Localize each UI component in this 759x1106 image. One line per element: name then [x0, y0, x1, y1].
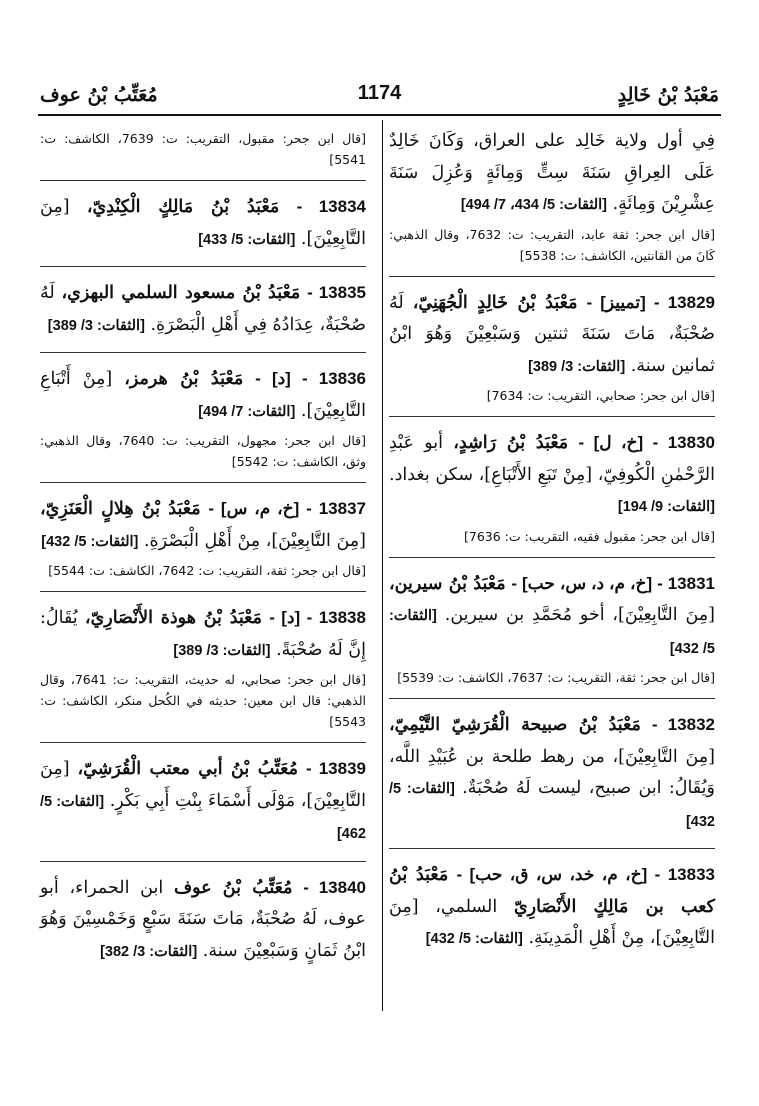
source-reference: [الثقات: 3/ 382] [100, 943, 198, 960]
biography-entry [389, 287, 715, 407]
biography-entry [389, 427, 715, 547]
source-reference: [الثقات: 5/ 462] [40, 793, 366, 842]
narrator-name: مُعَتِّبُ بْنُ عوف [173, 877, 293, 898]
page-number: 1174 [357, 82, 402, 104]
entry-text [389, 709, 715, 838]
page-header [40, 78, 719, 118]
narrator-name: مَعْبَدُ بْنُ كعب بن مَالِكٍ الأَنْصَارِيّ [389, 865, 715, 917]
source-reference: [الثقات: 5/ 432] [389, 781, 715, 830]
entry-text [389, 859, 715, 956]
biography-entry [389, 568, 715, 689]
left-column [40, 126, 366, 968]
biography-entry [40, 128, 366, 170]
entry-number: 13835 - [307, 283, 366, 302]
entry-body: لَهُ صُحْبَةٌ، مَاتَ سَنَةَ ثنتين وَسَبْعِيْنَ وَهُوَ ابْنُ ثمانين سنة. [389, 292, 715, 376]
biography-entry [40, 277, 366, 342]
critic-note: [قال ابن جحر: ثقة، التقريب: ت: 7642، الكاشف: ت: 5544] [48, 563, 366, 578]
critic-note: [قال ابن جحر: صحابي، له حديث، التقريب: ت: 7641، وقال الذهبي: قال ابن معين: حديثه في الكُحل منكر، الكاشف: ت: 5543] [40, 672, 366, 729]
biography-entry [40, 753, 366, 851]
entry-separator [389, 557, 715, 558]
running-title-left: مُعَتِّبُ بْنُ عوف [40, 84, 158, 106]
column-divider [382, 120, 383, 1011]
biography-entry [40, 363, 366, 472]
entry-separator [40, 482, 366, 483]
entry-text [40, 277, 366, 342]
entry-number: 13837 - [خ، م، س] - [208, 499, 366, 518]
entry-separator [40, 266, 366, 267]
entry-body: فِي أول ولاية خَالِد على العراق، وَكَانَ خَالِدٌ عَلَى العِراقِ سَنَةَ سِتٍّ وَمِائَةٍ وَعُزِلَ سَنَةَ عِشْرِيْنَ وَمِائَةٍ. [389, 131, 715, 214]
entry-number: 13839 - [305, 759, 366, 778]
right-column [389, 126, 715, 956]
narrator-name: مَعْبَدُ بْنُ سيرين، [389, 573, 506, 594]
narrator-name: مَعْبَدُ بْنُ صبيحة الْقُرَشِيّ التَّيْمِيّ، [389, 715, 641, 735]
entry-separator [40, 180, 366, 181]
narrator-name: مُعَتِّبُ بْنُ أبي معتب الْقُرَشِيّ، [77, 759, 298, 779]
source-reference: [الثقات: 7/ 494] [198, 403, 296, 420]
critic-note: [قال ابن جحر: ثقة عابد، التقريب: ت: 7632، وقال الذهبي: كَانَ من القانتين، الكاشف: ت: 5538] [389, 226, 715, 263]
critic-note: [قال ابن جحر: مجهول، التقريب: ت: 7640، وقال الذهبي: وثق، الكاشف: ت: 5542] [40, 433, 366, 469]
entry-body: يُقَالُ: إِنَّ لَهُ صُحْبَةً. [40, 608, 366, 660]
source-reference: [الثقات: 5/ 434، 7/ 494] [460, 197, 607, 213]
source-reference: [الثقات: 5/ 433] [198, 231, 296, 248]
entry-separator [40, 352, 366, 353]
entry-number: 13829 - [تمييز] - [586, 292, 715, 312]
entry-text [40, 363, 366, 428]
source-reference: [الثقات: 5/ 432] [389, 608, 715, 657]
entry-body: [مِنْ أَتْبَاعِ التَّابِعِيْنَ]. [40, 369, 366, 421]
entry-text [40, 493, 366, 558]
critic-note: [قال ابن جحر: ثقة، التقريب: ت: 7637، الكاشف: ت: 5539] [397, 670, 715, 685]
narrator-name: مَعْبَدُ بْنُ هوذة الأَنْصَارِيّ، [84, 608, 262, 628]
biography-entry [40, 872, 366, 969]
entry-body: ابن الحمراء، أبو عوف، لَهُ صُحْبَةٌ، مَاتَ سَنَةَ سَبْعٍ وَخَمْسِيْنَ وَهُوَ ابْنُ ثَمَانٍ وَسَبْعِيْنَ سنة. [40, 877, 366, 961]
critic-note: [قال ابن جحر: صحابي، التقريب: ت: 7634] [486, 388, 715, 403]
entry-number: 13830 - [خ، ل] - [578, 433, 715, 452]
entry-number: 13836 - [د] - [255, 369, 366, 388]
header-rule [38, 114, 721, 116]
entry-body: أبو عَبْدِ الرَّحْمٰنِ الْكُوفِيّ، [مِنْ تَبَعِ الأَتْبَاعِ]، سكن بغداد. [389, 433, 715, 485]
biography-entry [389, 859, 715, 956]
critic-note: [قال ابن جحر: مقبول فقيه، التقريب: ت: 7636] [464, 528, 715, 544]
entry-number: 13832 - [651, 715, 715, 734]
critic-note: [قال ابن جحر: مقبول، التقريب: ت: 7639، الكاشف: ت: 5541] [40, 131, 366, 167]
biography-entry [40, 191, 366, 256]
entry-text [40, 753, 366, 851]
entry-number: 13833 - [خ، م، خد، س، ق، حب] - [456, 865, 715, 884]
source-reference: [الثقات: 5/ 432] [41, 533, 139, 550]
source-reference: [الثقات: 3/ 389] [173, 642, 271, 659]
entry-body: [مِنَ التَّابِعِيْنَ]، مِنْ أَهْلِ الْبَصْرَةِ. [143, 530, 366, 551]
entry-separator [40, 861, 366, 862]
entry-text [389, 126, 715, 222]
source-reference: [الثقات: 3/ 389] [528, 358, 626, 375]
entry-text [389, 287, 715, 384]
entry-text [389, 568, 715, 666]
entry-body: [مِنَ التَّابِعِيْنَ]، مَوْلَى أَسْمَاءَ بِنْتِ أَبِي بَكْرٍ. [40, 759, 366, 811]
entry-body: لَهُ صُحْبَةٌ، عِدَادُهُ فِي أَهْلِ الْبَصْرَةِ. [40, 283, 366, 335]
entry-separator [389, 276, 715, 277]
entry-separator [389, 416, 715, 417]
biography-entry [389, 709, 715, 838]
running-title-right: مَعْبَدُ بْنُ خَالِدٍ [617, 84, 719, 106]
entry-number: 13831 - [خ، م، د، س، حب] - [511, 573, 715, 593]
narrator-name: مَعْبَدُ بْنُ هِلالٍ الْعَنَزِيّ، [40, 499, 201, 519]
entry-number: 13834 - [296, 197, 366, 216]
entry-separator [389, 848, 715, 849]
entry-separator [40, 742, 366, 743]
entry-number: 13838 - [د] - [269, 608, 366, 627]
narrator-name: مَعْبَدُ بْنُ رَاشِدٍ، [453, 433, 569, 453]
entry-text [40, 872, 366, 969]
entry-separator [40, 591, 366, 592]
narrator-name: مَعْبَدُ بْنُ مسعود السلمي البهزي، [61, 283, 301, 303]
entry-text [40, 602, 366, 667]
narrator-name: مَعْبَدُ بْنُ خَالِدٍ الْجُهَنِيّ، [412, 292, 578, 313]
entry-body: [مِنَ التَّابِعِيْنَ]، أخو مُحَمَّدِ بن سيرين. [444, 605, 715, 625]
entry-text [389, 427, 715, 524]
source-reference: [الثقات: 3/ 389] [47, 317, 145, 334]
entry-body: السلمي، [مِنَ التَّابِعِيْنَ]، مِنْ أَهْلِ الْمَدِينَةِ. [389, 896, 715, 948]
narrator-name: مَعْبَدُ بْنُ هرمز، [124, 369, 244, 389]
entry-body: [مِنَ التَّابِعِيْنَ]، من رهط طلحة بن عُبَيْدِ اللَّه، وَيُقَالُ: ابن صبيح، ليست لَهُ صُحْبَةٌ. [389, 746, 715, 798]
biography-entry [40, 493, 366, 581]
source-reference: [الثقات: 9/ 194] [617, 499, 715, 515]
entry-body: [مِنَ التَّابِعِيْنَ]. [40, 197, 366, 249]
narrator-name: مَعْبَدُ بْنُ مَالِكٍ الْكِنْدِيّ، [86, 197, 280, 217]
entry-separator [389, 698, 715, 699]
entry-number: 13840 - [303, 877, 366, 897]
biography-entry [389, 126, 715, 266]
biography-entry [40, 602, 366, 732]
entry-text [40, 191, 366, 256]
source-reference: [الثقات: 5/ 432] [425, 931, 523, 947]
